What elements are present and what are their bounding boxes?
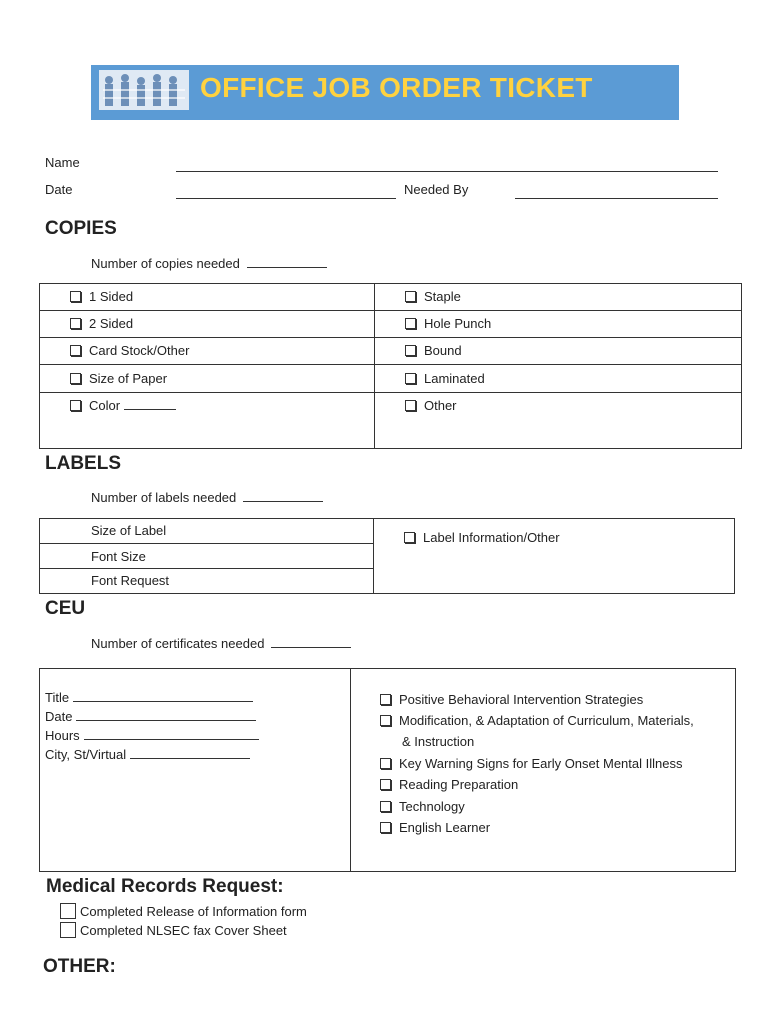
option-release-of-information[interactable]: Completed Release of Information form	[60, 903, 307, 919]
option-modification-adaptation[interactable]: Modification, & Adaptation of Curriculum, Materials,	[380, 713, 694, 728]
labels-divider	[373, 518, 374, 594]
row-divider	[39, 392, 742, 393]
checkbox-icon[interactable]	[380, 822, 391, 833]
checkbox-icon[interactable]	[380, 758, 391, 769]
medical-heading: Medical Records Request:	[46, 876, 284, 897]
ceu-count-field[interactable]	[271, 647, 351, 648]
labels-heading: LABELS	[45, 453, 121, 474]
page-title: OFFICE JOB ORDER TICKET	[200, 72, 593, 103]
row-divider	[39, 337, 742, 338]
checkbox-icon[interactable]	[404, 532, 415, 543]
checkbox-icon[interactable]	[60, 903, 76, 919]
checkbox-icon[interactable]	[405, 318, 416, 329]
people-group-icon	[99, 70, 189, 110]
needed-by-field[interactable]	[515, 198, 718, 199]
option-other[interactable]: Other	[405, 398, 457, 413]
copies-options-box	[39, 283, 742, 449]
checkbox-icon[interactable]	[60, 922, 76, 938]
option-staple[interactable]: Staple	[405, 289, 461, 304]
checkbox-icon[interactable]	[70, 373, 81, 384]
size-of-label-field[interactable]: Size of Label	[91, 523, 167, 538]
option-2-sided[interactable]: 2 Sided	[70, 316, 133, 331]
checkbox-icon[interactable]	[405, 400, 416, 411]
checkbox-icon[interactable]	[70, 291, 81, 302]
ceu-date-field[interactable]: Date	[45, 709, 256, 724]
copies-count	[91, 256, 327, 271]
option-card-stock[interactable]: Card Stock/Other	[70, 343, 189, 358]
copies-count-field[interactable]	[247, 267, 327, 268]
option-continuation: & Instruction	[402, 734, 475, 749]
date-label: Date	[45, 182, 73, 197]
name-label: Name	[45, 155, 80, 170]
ceu-title-field[interactable]: Title	[45, 690, 253, 705]
option-positive-behavioral[interactable]: Positive Behavioral Intervention Strategies	[380, 692, 643, 707]
option-english-learner[interactable]: English Learner	[380, 820, 490, 835]
checkbox-icon[interactable]	[70, 400, 81, 411]
name-field[interactable]	[176, 171, 718, 172]
option-technology[interactable]: Technology	[380, 799, 465, 814]
ceu-divider	[350, 668, 351, 872]
copies-divider	[374, 283, 375, 449]
labels-count-field[interactable]	[243, 501, 323, 502]
option-1-sided[interactable]: 1 Sided	[70, 289, 133, 304]
ceu-location-field[interactable]: City, St/Virtual	[45, 747, 250, 762]
checkbox-icon[interactable]	[380, 779, 391, 790]
checkbox-icon[interactable]	[405, 373, 416, 384]
copies-count-label: Number of copies needed	[91, 256, 240, 271]
option-key-warning-signs[interactable]: Key Warning Signs for Early Onset Mental Illness	[380, 756, 682, 771]
color-field[interactable]	[124, 409, 176, 410]
checkbox-icon[interactable]	[380, 694, 391, 705]
option-color[interactable]: Color	[70, 398, 176, 413]
labels-count-label: Number of labels needed	[91, 490, 237, 505]
font-size-field[interactable]: Font Size	[91, 549, 146, 564]
checkbox-icon[interactable]	[405, 345, 416, 356]
font-request-field[interactable]: Font Request	[91, 573, 170, 588]
labels-count	[91, 490, 323, 505]
ceu-count	[91, 636, 351, 651]
checkbox-icon[interactable]	[380, 715, 391, 726]
row-divider	[39, 364, 742, 365]
option-hole-punch[interactable]: Hole Punch	[405, 316, 491, 331]
option-label-information[interactable]: Label Information/Other	[404, 530, 560, 545]
other-heading: OTHER:	[43, 956, 116, 977]
option-reading-preparation[interactable]: Reading Preparation	[380, 777, 518, 792]
option-laminated[interactable]: Laminated	[405, 371, 485, 386]
option-bound[interactable]: Bound	[405, 343, 462, 358]
row-divider	[39, 310, 742, 311]
copies-heading: COPIES	[45, 218, 117, 239]
ceu-hours-field[interactable]: Hours	[45, 728, 259, 743]
checkbox-icon[interactable]	[405, 291, 416, 302]
needed-by-label: Needed By	[404, 182, 469, 197]
option-fax-cover-sheet[interactable]: Completed NLSEC fax Cover Sheet	[60, 922, 287, 938]
date-field[interactable]	[176, 198, 396, 199]
checkbox-icon[interactable]	[380, 801, 391, 812]
checkbox-icon[interactable]	[70, 345, 81, 356]
row-divider	[39, 543, 373, 544]
row-divider	[39, 568, 373, 569]
ceu-count-label: Number of certificates needed	[91, 636, 265, 651]
ceu-heading: CEU	[45, 598, 86, 619]
option-size-of-paper[interactable]: Size of Paper	[70, 371, 167, 386]
checkbox-icon[interactable]	[70, 318, 81, 329]
